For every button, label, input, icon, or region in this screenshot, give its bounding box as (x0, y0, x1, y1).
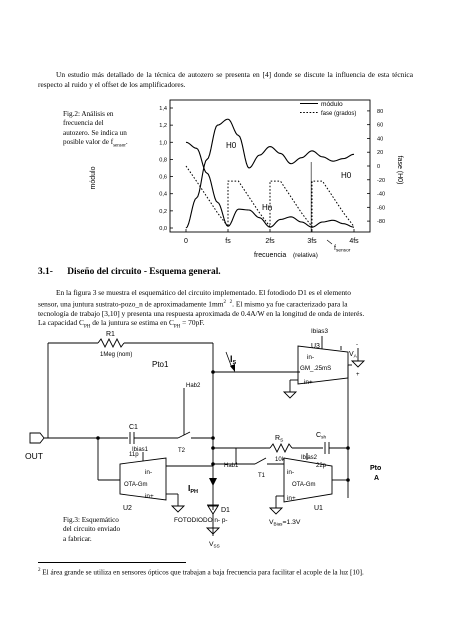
fig2-caption-line: frecuencia del (63, 119, 104, 128)
hab2-label: Hab2 (186, 383, 201, 389)
right-tick-label: 60 (377, 122, 384, 129)
right-tick-label: -60 (377, 205, 386, 212)
rs-value: 10k (275, 457, 285, 463)
y-axis-label-left: módulo (90, 166, 97, 190)
c1-value: 11p (129, 452, 139, 458)
footnote-text: El área grande se utiliza en sensores ópticos que trabajan a baja frecuencia para facilitar el acople de la luz [10]. (42, 568, 364, 577)
u3-label: U3 (311, 343, 320, 350)
resistor-rs (270, 444, 292, 452)
footnote-number: 2 (38, 568, 41, 573)
junction-dot (346, 478, 350, 482)
ibias3-label: Ibias3 (311, 328, 329, 335)
x-tick-label: 2fs (265, 238, 275, 245)
vss-label: $V_{SS}$ (209, 541, 220, 549)
vbias-label: $V_{Bias}=1.3V$ (269, 519, 301, 527)
fig3-caption (63, 516, 120, 544)
ground-u1 (270, 508, 282, 514)
fig2-caption-line: Fig.2: Análisis en (63, 110, 114, 118)
left-tick-label: 1,4 (159, 106, 167, 112)
junction-dot (211, 446, 215, 450)
intro-paragraph: Un estudio más detallado de la técnica de autozero se presenta en [4] donde se discute la influencia de esta técnica respecto al ruido y el offset de los amplificadores. (38, 70, 413, 89)
va-plus: + (356, 372, 360, 378)
c1-label: C1 (129, 424, 138, 431)
u3-inplus: in+ (304, 379, 313, 386)
u2-label: U2 (123, 505, 132, 512)
left-tick-label: 0,4 (159, 191, 167, 198)
fig3-caption-line: a fabricar. (63, 534, 92, 543)
circuit-paragraph: En la figura 3 se muestra el esquemático del circuito implementado. El fotodiodo D1 es el elemento sensor, una juntura sustrato-pozo_n de aproximadamente $1mm^2$ $^2$. El mismo ya fue caracterizado para la tecnología de trabajo [3,10] y presenta una respuesta aproximada de 0.4A/W en la longitud de onda de interés. La capacidad $C_{PH}$ de la juntura se estima en $C_{PH} = 70pF$. (38, 288, 365, 330)
u1-inplus: in+ (287, 495, 296, 502)
x-tick-label: 3fs (307, 238, 317, 245)
fig2-caption-line: autozero. Se indica un (63, 128, 127, 137)
u1-ota-label: OTA-Gm (292, 482, 316, 488)
ibias1-label: Ibias1 (132, 447, 149, 453)
right-tick-label: -20 (377, 177, 386, 184)
junction-dot (211, 462, 215, 466)
curve-label-hn: Hn (262, 203, 273, 212)
left-tick-label: 1,2 (159, 123, 167, 130)
x-tick-label: 0 (184, 238, 188, 245)
va-minus: - (356, 342, 358, 348)
x-tick-label: 4fs (349, 238, 359, 245)
left-tick-label: 0,8 (159, 157, 167, 164)
right-tick-label: -80 (377, 219, 386, 226)
iph-arrowhead (209, 478, 217, 486)
x-axis-label-paren: (relativa) (293, 252, 318, 259)
right-tick-label: 20 (377, 150, 384, 157)
resistor-r1 (98, 339, 124, 347)
hab1-label: Hab1 (224, 463, 239, 469)
u2-inminus: in- (145, 469, 153, 476)
csh-label: $C_{sh}$ (316, 432, 327, 441)
right-tick-label: 80 (377, 108, 384, 115)
u3-inminus: in- (307, 354, 315, 361)
curve-label-h0-right: H0 (341, 171, 352, 180)
t1-label: T1 (258, 473, 266, 479)
rs-label: $R_S$ (275, 435, 284, 444)
ground-u2 (172, 506, 184, 512)
junction-dot (211, 436, 215, 440)
junction-dot (96, 436, 100, 440)
fig3-caption-line: del circuito enviado (63, 525, 121, 534)
amplifier-u2 (120, 458, 166, 500)
right-tick-label: 40 (377, 136, 384, 143)
legend-label-modulo: módulo (321, 101, 343, 108)
y-axis-label-right: fase (H0) (396, 155, 403, 185)
va-label: $V_A$ (349, 351, 357, 360)
u2-inplus: in+ (145, 493, 154, 500)
x-axis-label: frecuencia (254, 252, 287, 259)
footnote-rule (38, 562, 186, 563)
out-label: OUT (25, 451, 43, 461)
u2-ota-label: OTA-Gm (124, 482, 148, 488)
iph-label: $I_{PH}$ (188, 483, 199, 495)
ibias2-label: Ibias2 (301, 455, 318, 461)
left-tick-label: 0,6 (159, 174, 167, 181)
fig3-caption-line: Fig.3: Esquemático (63, 516, 119, 524)
ground-va (352, 361, 364, 367)
switch-t1 (255, 458, 266, 464)
r1-value: 1Meg (nom) (100, 352, 133, 358)
x-tick-label: fs (225, 238, 231, 245)
footnote (38, 566, 418, 577)
legend-label-fase: fase (grados) (321, 111, 357, 117)
csh-value: 22p (316, 463, 327, 469)
u1-label: U1 (314, 505, 323, 512)
right-tick-label: 0 (377, 164, 381, 170)
t2-label: T2 (178, 448, 186, 454)
pto-a-label-2: A (374, 475, 380, 482)
junction-dot (211, 370, 215, 374)
left-tick-label: 0,2 (159, 208, 167, 215)
left-tick-label: 0,0 (159, 226, 167, 232)
section-number: 3.1- (38, 267, 53, 277)
junction-dot (346, 446, 350, 450)
pto-a-label-1: Pto (370, 465, 382, 472)
fig2-caption-line: posible valor de $f_{sensor}$. (63, 138, 128, 149)
u1-inminus: in- (287, 469, 295, 476)
out-port (30, 433, 44, 443)
d1-label: D1 (221, 507, 230, 514)
right-tick-label: -40 (377, 191, 386, 198)
r1-label: R1 (106, 331, 115, 338)
curve-label-h0-top: H0 (226, 141, 237, 150)
left-tick-label: 1,0 (159, 140, 167, 147)
section-title: Diseño del circuito - Esquema general. (67, 267, 221, 277)
is-label: $I_S$ (230, 354, 237, 366)
u3-gm: GM_.25mS (300, 365, 332, 372)
fotodiodo-label: FOTODIODO n- p- (174, 517, 228, 524)
pto1-label: Pto1 (152, 360, 169, 369)
ground-u3 (284, 392, 296, 398)
fsensor-label: $f_{sensor}$ (334, 245, 351, 254)
